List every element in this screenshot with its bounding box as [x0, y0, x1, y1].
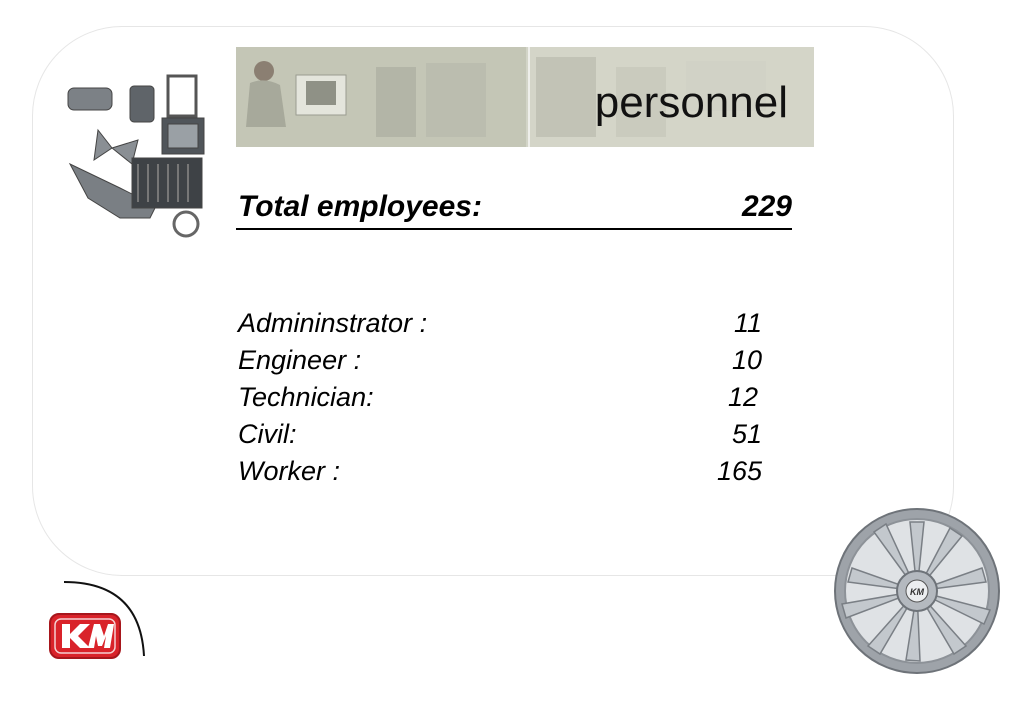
- total-employees-label: Total employees:: [238, 190, 482, 223]
- role-count: 51: [731, 419, 762, 449]
- role-label: Technician:: [238, 382, 374, 412]
- role-count: 165: [716, 456, 762, 486]
- company-logo: [48, 612, 122, 660]
- personnel-banner: [236, 47, 814, 147]
- total-employees-row: [236, 190, 792, 230]
- role-label: Civil:: [238, 419, 297, 449]
- role-count: 10: [731, 345, 762, 375]
- alloy-wheel-image: [832, 506, 1002, 676]
- metal-parts-image: [60, 68, 220, 244]
- employee-breakdown-list: [238, 308, 768, 493]
- list-item: [238, 345, 768, 382]
- role-label: Engineer :: [238, 345, 362, 375]
- list-item: [238, 456, 768, 493]
- role-label: Worker :: [238, 456, 341, 486]
- total-employees-value: 229: [741, 190, 792, 223]
- role-label: Admininstrator :: [238, 308, 428, 338]
- role-count: 11: [733, 308, 762, 338]
- list-item: [238, 308, 768, 345]
- list-item: [238, 382, 768, 419]
- svg-text:KM: KM: [910, 587, 924, 597]
- page-title: personnel: [594, 78, 788, 127]
- list-item: [238, 419, 768, 456]
- role-count: 12: [727, 382, 758, 412]
